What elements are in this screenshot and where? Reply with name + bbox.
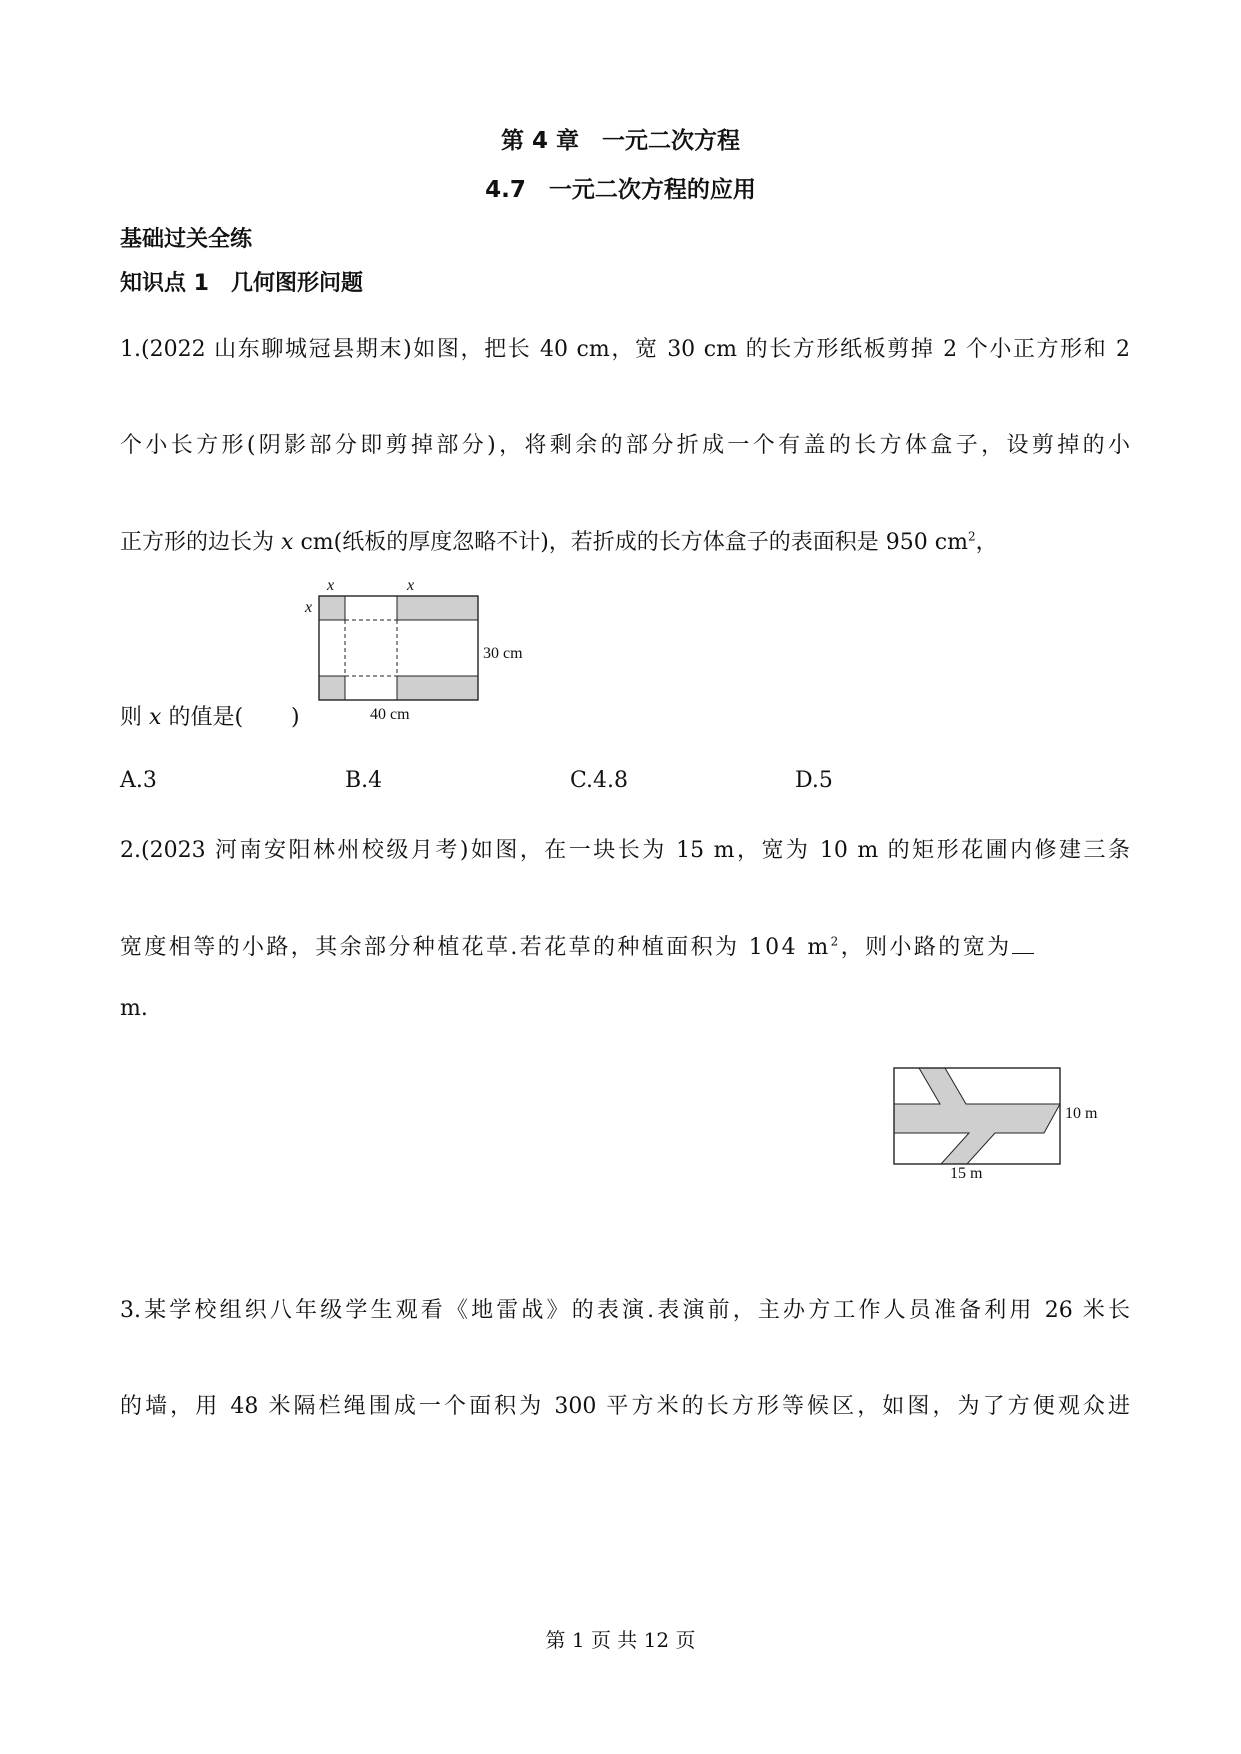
q1-line-4 xyxy=(120,700,300,731)
q1-var-x-2: x xyxy=(149,705,162,730)
q1-label-x-top-1: x xyxy=(327,577,335,594)
q1-option-d[interactable]: D.5 xyxy=(795,768,833,793)
q2-line-2 xyxy=(120,930,1130,961)
q2-line-1: 2.(2023 河南安阳林州校级月考)如图，在一块长为 15 m，宽为 10 m 的矩形花圃内修建三条 xyxy=(120,838,1130,863)
q1-label-width: 40 cm xyxy=(370,706,410,723)
q3-line-2: 的墙，用 48 米隔栏绳围成一个面积为 300 平方米的长方形等候区，如图，为了方便观众进 xyxy=(120,1394,1130,1419)
section-title: 4.7 一元二次方程的应用 xyxy=(485,177,756,203)
q1-corner-square xyxy=(319,596,345,620)
q1-line-4-post: 的值是( xyxy=(168,705,244,730)
q1-line-3-pre: 正方形的边长为 xyxy=(120,530,275,555)
q1-line-1: 1.(2022 山东聊城冠县期末)如图，把长 40 cm，宽 30 cm 的长方形纸板剪掉 2 个小正方形和 2 xyxy=(120,337,1130,362)
q2-line-3: m. xyxy=(120,996,148,1021)
q1-label-height: 30 cm xyxy=(483,645,523,662)
q1-line-3-post: cm(纸板的厚度忽略不计)，若折成的长方体盒子的表面积是 950 cm xyxy=(300,530,968,555)
q2-path-region xyxy=(894,1068,1060,1164)
q3-line-1: 3.某学校组织八年级学生观看《地雷战》的表演.表演前，主办方工作人员准备利用 26 米长 xyxy=(120,1298,1130,1323)
q1-label-x-left: x xyxy=(305,599,313,616)
q2-answer-blank[interactable] xyxy=(1012,935,1034,954)
q1-option-b[interactable]: B.4 xyxy=(345,768,383,793)
q1-line-3-end: ， xyxy=(975,530,998,555)
q1-corner-square xyxy=(319,676,345,700)
q2-line-2-post: ，则小路的宽为 xyxy=(840,935,1012,960)
q2-label-width: 15 m xyxy=(950,1165,983,1182)
page-footer: 第 1 页 共 12 页 xyxy=(545,1628,696,1652)
q1-cut-rectangle xyxy=(397,596,478,620)
chapter-title: 第 4 章 一元二次方程 xyxy=(500,128,741,154)
knowledge-point-heading: 知识点 1 几何图形问题 xyxy=(120,271,363,296)
q2-flowerbed-figure xyxy=(885,1060,1065,1170)
q2-label-height: 10 m xyxy=(1065,1105,1098,1122)
q1-line-4-close: ) xyxy=(291,705,300,730)
q1-option-a[interactable]: A.3 xyxy=(120,768,157,793)
q1-cut-rectangle xyxy=(397,676,478,700)
section-heading: 基础过关全练 xyxy=(120,227,253,252)
q1-line-2: 个小长方形(阴影部分即剪掉部分)，将剩余的部分折成一个有盖的长方体盒子，设剪掉的小 xyxy=(120,433,1130,458)
q1-label-x-top-2: x xyxy=(407,577,415,594)
q1-var-x: x xyxy=(281,530,294,555)
q1-superscript: 2 xyxy=(967,529,976,544)
q2-line-2-pre: 宽度相等的小路，其余部分种植花草.若花草的种植面积为 104 m xyxy=(120,935,831,960)
q2-superscript: 2 xyxy=(830,934,841,949)
q1-line-4-pre: 则 xyxy=(120,705,143,730)
q1-option-c[interactable]: C.4.8 xyxy=(570,768,629,793)
q1-line-3 xyxy=(120,525,1130,556)
